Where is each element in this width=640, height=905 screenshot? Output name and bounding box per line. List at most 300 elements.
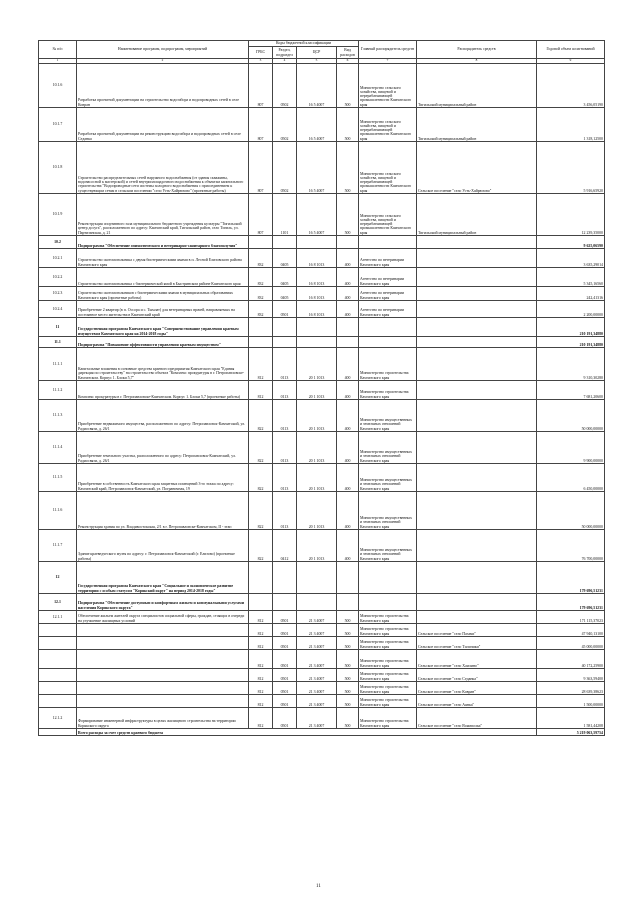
row-expense-type: 400 — [337, 432, 359, 464]
table-row — [39, 432, 605, 464]
column-index: 1 — [39, 59, 77, 64]
row-amount: 12 239,35000 — [537, 194, 605, 236]
row-name — [77, 669, 249, 682]
row-number — [39, 637, 77, 650]
row-recipient — [417, 318, 537, 337]
column-index: 3 — [249, 59, 273, 64]
table-row — [39, 400, 605, 432]
row-chief-manager — [359, 318, 417, 337]
row-csr: 20 1 1013 — [297, 492, 337, 530]
row-grbs: 812 — [249, 348, 273, 381]
row-name: Комплекс прокуратуры в г. Петропавловске-Камчатском. Корпус 1. Блоки 5,7 (проектные работы) — [77, 381, 249, 400]
row-expense-type: 500 — [337, 637, 359, 650]
row-recipient — [417, 492, 537, 530]
row-chief-manager: Министерство строительства Камчатского края — [359, 650, 417, 669]
row-grbs: 812 — [249, 637, 273, 650]
row-csr: 20 1 1013 — [297, 464, 337, 492]
row-number: 12.1.2 — [39, 708, 77, 729]
table-row — [39, 650, 605, 669]
row-amount: 5 916,65920 — [537, 142, 605, 194]
table-row — [39, 682, 605, 695]
row-recipient: Сельское поселение "село Седанка" — [417, 669, 537, 682]
row-expense-type — [337, 236, 359, 249]
row-expense-type: 500 — [337, 611, 359, 624]
row-grbs: 822 — [249, 530, 273, 562]
row-expense-type: 400 — [337, 530, 359, 562]
row-number: 11.1.7 — [39, 530, 77, 562]
row-amount: 28 639,38623 — [537, 682, 605, 695]
table-row — [39, 108, 605, 142]
row-recipient — [417, 562, 537, 594]
row-amount: 7 681,20600 — [537, 381, 605, 400]
row-chief-manager: Министерство сельского хозяйства, пищевой и перерабатывающей промышленности Камчатского края — [359, 64, 417, 108]
row-csr: 21 3 4007 — [297, 682, 337, 695]
row-number: 10.2.2 — [39, 268, 77, 287]
row-recipient — [417, 249, 537, 268]
row-expense-type: 400 — [337, 348, 359, 381]
row-grbs: 812 — [249, 708, 273, 729]
row-recipient — [417, 348, 537, 381]
row-recipient: Сельское поселение "село Воямполка" — [417, 708, 537, 729]
row-expense-type: 500 — [337, 64, 359, 108]
row-amount: 6 450,00000 — [537, 464, 605, 492]
row-section: 0501 — [273, 650, 297, 669]
row-expense-type: 400 — [337, 249, 359, 268]
row-number — [39, 624, 77, 637]
row-chief-manager: Агентство по ветеринарии Камчатского края — [359, 249, 417, 268]
budget-codes-header: Коды бюджетной классификации — [249, 41, 359, 47]
row-grbs: 822 — [249, 400, 273, 432]
row-chief-manager: Министерство сельского хозяйства, пищевой и перерабатывающей промышленности Камчатского края — [359, 194, 417, 236]
row-number: 10.2.3 — [39, 287, 77, 301]
row-section: 0405 — [273, 287, 297, 301]
row-amount: 1 318,12500 — [537, 108, 605, 142]
row-recipient — [417, 464, 537, 492]
table-row — [39, 492, 605, 530]
row-chief-manager: Министерство строительства Камчатского края — [359, 669, 417, 682]
row-csr — [297, 236, 337, 249]
row-section — [273, 236, 297, 249]
row-section: 0502 — [273, 142, 297, 194]
row-amount: 76 700,00000 — [537, 530, 605, 562]
row-expense-type: 400 — [337, 464, 359, 492]
column-index: 6 — [337, 59, 359, 64]
row-recipient — [417, 530, 537, 562]
row-name: Здание краеведческого музея по адресу: г. Петропавловск-Камчатский (г. Елизово) (проектные работы) — [77, 530, 249, 562]
row-amount: 9 310,30280 — [537, 348, 605, 381]
row-expense-type — [337, 594, 359, 611]
total-row — [39, 729, 605, 736]
row-recipient — [417, 400, 537, 432]
col-grbs-header: ГРБС — [249, 47, 273, 59]
row-name: Подпрограмма "Обеспечение доступным и комфортным жильем и коммунальными услугами населения Корякского округа" — [77, 594, 249, 611]
row-name: Капитальные вложения в основные средства краевого предприятия Камчатского края "Единая дирекция по строительству" на строительство объекта "Комплекс прокуратуры в г. Петропавловске-Камчатском. Корпус 1. Блоки 5,7" — [77, 348, 249, 381]
row-csr: 16 5 4007 — [297, 108, 337, 142]
table-row — [39, 695, 605, 708]
table-row — [39, 562, 605, 594]
row-expense-type: 500 — [337, 708, 359, 729]
row-amount: 9 363,59400 — [537, 669, 605, 682]
row-grbs: 822 — [249, 464, 273, 492]
row-section: 0501 — [273, 301, 297, 318]
row-expense-type: 400 — [337, 287, 359, 301]
row-chief-manager — [359, 562, 417, 594]
column-index: 9 — [537, 59, 605, 64]
row-csr: 20 1 1013 — [297, 348, 337, 381]
table-row — [39, 530, 605, 562]
row-number: 11.1.5 — [39, 464, 77, 492]
table-row — [39, 64, 605, 108]
row-amount: 1 500,00000 — [537, 695, 605, 708]
table-row — [39, 624, 605, 637]
row-number: 11.1 — [39, 337, 77, 348]
row-section — [273, 337, 297, 348]
row-name: Приобретение недвижимого имущества, расположенного по адресу: Петропавловск-Камчатский, ул. Радиосвязи, д. 26/1 — [77, 400, 249, 432]
table-row — [39, 669, 605, 682]
row-csr — [297, 594, 337, 611]
row-number: 11 — [39, 318, 77, 337]
row-section: 0501 — [273, 695, 297, 708]
row-name: Реконструкция здания по ул. Владивостокская, 2/1 в г. Петропавловске-Камчатском, II - этап — [77, 492, 249, 530]
row-expense-type: 400 — [337, 400, 359, 432]
row-name: Приобретение в собственность Камчатского края защитных помещений 3-го этажа по адресу: Камчатский край, Петропавловск-Камчатский, ул. Пограничная, 19 — [77, 464, 249, 492]
table-row — [39, 249, 605, 268]
table-row — [39, 464, 605, 492]
table-row — [39, 594, 605, 611]
row-grbs: 812 — [249, 611, 273, 624]
row-number: 11.1.4 — [39, 432, 77, 464]
row-expense-type — [337, 337, 359, 348]
row-chief-manager: Министерство строительства Камчатского края — [359, 348, 417, 381]
column-index: 4 — [273, 59, 297, 64]
row-grbs: 822 — [249, 432, 273, 464]
table-row — [39, 611, 605, 624]
row-grbs: 812 — [249, 381, 273, 400]
table-row — [39, 637, 605, 650]
row-csr: 21 3 4007 — [297, 695, 337, 708]
row-amount: 5 345,16560 — [537, 268, 605, 287]
row-chief-manager: Министерство строительства Камчатского края — [359, 624, 417, 637]
row-grbs: 832 — [249, 301, 273, 318]
row-recipient — [417, 611, 537, 624]
row-expense-type: 400 — [337, 268, 359, 287]
row-amount: 3 635,29014 — [537, 249, 605, 268]
row-number: 11.1.6 — [39, 492, 77, 530]
row-recipient: Тигильский муниципальный район — [417, 108, 537, 142]
row-section: 0405 — [273, 249, 297, 268]
row-section: 0412 — [273, 530, 297, 562]
row-recipient — [417, 381, 537, 400]
row-number: 11.1.2 — [39, 381, 77, 400]
row-csr: 20 1 1013 — [297, 432, 337, 464]
row-number: 12.1 — [39, 594, 77, 611]
row-expense-type: 400 — [337, 492, 359, 530]
row-section: 0501 — [273, 682, 297, 695]
row-chief-manager: Министерство имущественных и земельных отношений Камчатского края — [359, 530, 417, 562]
table-row — [39, 236, 605, 249]
row-expense-type: 400 — [337, 381, 359, 400]
row-number: 11.1.1 — [39, 348, 77, 381]
row-csr: 16 8 1013 — [297, 249, 337, 268]
row-csr: 20 1 1013 — [297, 400, 337, 432]
row-chief-manager — [359, 337, 417, 348]
row-grbs: 812 — [249, 650, 273, 669]
table-row — [39, 337, 605, 348]
row-name — [77, 637, 249, 650]
row-section: 0405 — [273, 268, 297, 287]
row-csr: 20 1 1013 — [297, 530, 337, 562]
row-chief-manager: Агентство по ветеринарии Камчатского края — [359, 301, 417, 318]
row-csr: 16 8 1013 — [297, 268, 337, 287]
row-grbs: 812 — [249, 695, 273, 708]
row-recipient: Сельское поселение "село Ковран" — [417, 682, 537, 695]
row-recipient: Сельское поселение "село Пахачи" — [417, 624, 537, 637]
row-number: 12.1.1 — [39, 611, 77, 624]
total-number-cell — [39, 729, 77, 736]
row-grbs: 812 — [249, 669, 273, 682]
row-section: 0501 — [273, 637, 297, 650]
row-recipient — [417, 236, 537, 249]
row-section: 0501 — [273, 708, 297, 729]
row-section: 0501 — [273, 611, 297, 624]
row-grbs: 832 — [249, 268, 273, 287]
row-chief-manager: Министерство строительства Камчатского края — [359, 695, 417, 708]
row-name: Разработка проектной документации на строительство водозабора и водопроводных сетей в селе Ковран — [77, 64, 249, 108]
row-name: Формирование инженерной инфраструктуры в целях жилищного строительства на территории Корякского округа — [77, 708, 249, 729]
row-section: 0113 — [273, 348, 297, 381]
row-section: 0113 — [273, 492, 297, 530]
row-number: 10.1.9 — [39, 194, 77, 236]
col-csr-header: ЦСР — [297, 47, 337, 59]
row-expense-type: 500 — [337, 142, 359, 194]
row-number — [39, 669, 77, 682]
row-name: Обеспечение жильем жителей округа специалистов социальной сферы, граждан, стоящих в очереди на улучшение жилищных условий — [77, 611, 249, 624]
row-section: 1101 — [273, 194, 297, 236]
row-recipient: Тигильский муниципальный район — [417, 64, 537, 108]
row-csr: 20 1 1013 — [297, 381, 337, 400]
row-name: Подпрограмма "Повышение эффективности управления краевым имуществом" — [77, 337, 249, 348]
row-grbs — [249, 337, 273, 348]
row-grbs: 807 — [249, 142, 273, 194]
col-chief-header: Главный распорядитель средств — [359, 41, 417, 59]
row-expense-type: 500 — [337, 108, 359, 142]
row-csr: 16 5 4007 — [297, 64, 337, 108]
table-row — [39, 348, 605, 381]
row-recipient: Сельское поселение "село Аянка" — [417, 695, 537, 708]
row-amount: 1 581,44208 — [537, 708, 605, 729]
table-row — [39, 268, 605, 287]
row-chief-manager: Министерство строительства Камчатского края — [359, 708, 417, 729]
row-amount: 50 000,00000 — [537, 400, 605, 432]
column-index: 5 — [297, 59, 337, 64]
table-row — [39, 318, 605, 337]
row-expense-type: 500 — [337, 624, 359, 637]
row-name — [77, 695, 249, 708]
row-grbs: 807 — [249, 108, 273, 142]
row-name: Строительство распределительных сетей наружного водоснабжения (от здания скважины, водонасосной к мастерской) и сетей внутриплощадочного водоснабжения к объектам капитального строительства "Водопроводные сети системы холодного водоснабжения с присоединением к существующим сетям в сельском поселении "село Усть-Хайрюзово" (проектные работы) — [77, 142, 249, 194]
row-chief-manager: Министерство строительства Камчатского края — [359, 682, 417, 695]
row-section — [273, 562, 297, 594]
budget-table — [38, 40, 605, 736]
row-section: 0502 — [273, 108, 297, 142]
table-row — [39, 708, 605, 729]
col-vr-header: Вид расходов — [337, 47, 359, 59]
row-name: Строительство скотомогильника с двумя биотермическими ямами в п. Лесной Елизовского района Камчатского края — [77, 249, 249, 268]
col-amount-header: Годовой объем ассигнований — [537, 41, 605, 59]
row-csr: 16 5 4007 — [297, 194, 337, 236]
row-chief-manager: Министерство строительства Камчатского края — [359, 381, 417, 400]
document-sheet — [38, 40, 604, 736]
row-name: Подпрограмма "Обеспечение эпизоотического и ветеринарно-санитарного благополучия" — [77, 236, 249, 249]
row-name: Государственная программа Камчатского края "Совершенствование управления краевым имуществом Камчатского края на 2014-2018 годы" — [77, 318, 249, 337]
row-grbs — [249, 594, 273, 611]
row-grbs: 812 — [249, 682, 273, 695]
row-number: 10.1.6 — [39, 64, 77, 108]
row-chief-manager: Агентство по ветеринарии Камчатского края — [359, 287, 417, 301]
row-number — [39, 650, 77, 669]
row-name: Приобретение 2 квартир (в п. Оссора и с. Тымлат) для ветеринарных врачей, направляемых на постоянное место жительства в Камчатский край — [77, 301, 249, 318]
row-csr: 21 3 4007 — [297, 611, 337, 624]
row-name — [77, 624, 249, 637]
row-grbs: 807 — [249, 64, 273, 108]
row-amount: 47 940,13100 — [537, 624, 605, 637]
row-csr — [297, 337, 337, 348]
col-recipient-header: Распорядитель средств — [417, 41, 537, 59]
row-number: 12 — [39, 562, 77, 594]
total-label: Всего расходы за счет средств краевого бюджета — [77, 729, 537, 736]
column-index: 7 — [359, 59, 417, 64]
row-number: 10.2 — [39, 236, 77, 249]
col-name-header: Наименование программ, подпрограмм, мероприятий — [77, 41, 249, 59]
row-expense-type: 400 — [337, 301, 359, 318]
row-csr: 21 3 4007 — [297, 669, 337, 682]
row-section: 0113 — [273, 464, 297, 492]
row-chief-manager: Министерство строительства Камчатского края — [359, 637, 417, 650]
row-amount: 50 000,00000 — [537, 492, 605, 530]
row-grbs: 807 — [249, 194, 273, 236]
row-section: 0113 — [273, 400, 297, 432]
row-amount: 9 625,06590 — [537, 236, 605, 249]
row-recipient — [417, 337, 537, 348]
row-amount: 210 191,34880 — [537, 318, 605, 337]
row-number: 10.1.8 — [39, 142, 77, 194]
row-amount: 2 200,00000 — [537, 301, 605, 318]
row-section: 0502 — [273, 64, 297, 108]
row-csr — [297, 318, 337, 337]
table-row — [39, 194, 605, 236]
row-amount: 9 900,00000 — [537, 432, 605, 464]
table-row — [39, 142, 605, 194]
row-grbs — [249, 562, 273, 594]
row-csr: 16 8 1013 — [297, 287, 337, 301]
row-amount: 210 191,34880 — [537, 337, 605, 348]
row-section — [273, 594, 297, 611]
row-csr: 21 3 4007 — [297, 650, 337, 669]
row-amount: 242,41316 — [537, 287, 605, 301]
row-number: 10.1.7 — [39, 108, 77, 142]
row-grbs: 812 — [249, 624, 273, 637]
row-chief-manager: Министерство сельского хозяйства, пищевой и перерабатывающей промышленности Камчатского края — [359, 142, 417, 194]
col-rzpr-header: Раздел, подраздел — [273, 47, 297, 59]
col-num-header: № п/п — [39, 41, 77, 59]
row-chief-manager: Министерство имущественных и земельных отношений Камчатского края — [359, 464, 417, 492]
table-row — [39, 381, 605, 400]
row-expense-type: 500 — [337, 194, 359, 236]
row-recipient — [417, 287, 537, 301]
table-row — [39, 287, 605, 301]
row-expense-type: 500 — [337, 695, 359, 708]
row-recipient: Сельское поселение "село Тиличики" — [417, 637, 537, 650]
row-amount: 40 172,25900 — [537, 650, 605, 669]
row-chief-manager — [359, 236, 417, 249]
row-amount: 3 456,05190 — [537, 64, 605, 108]
row-amount: 171 115,37023 — [537, 611, 605, 624]
row-expense-type: 500 — [337, 669, 359, 682]
row-grbs — [249, 318, 273, 337]
row-grbs — [249, 236, 273, 249]
row-name — [77, 682, 249, 695]
row-amount: 45 000,00000 — [537, 637, 605, 650]
table-row — [39, 301, 605, 318]
row-csr: 16 5 4007 — [297, 142, 337, 194]
row-number — [39, 682, 77, 695]
row-chief-manager: Министерство строительства Камчатского края — [359, 611, 417, 624]
row-number — [39, 695, 77, 708]
row-name — [77, 650, 249, 669]
row-section: 0501 — [273, 669, 297, 682]
column-index: 2 — [77, 59, 249, 64]
row-csr: 16 8 1013 — [297, 301, 337, 318]
row-section: 0501 — [273, 624, 297, 637]
row-amount: 179 696,51231 — [537, 562, 605, 594]
page-number: 11 — [316, 884, 321, 889]
row-name: Строительство скотомогильника с биотермической ямой в Быстринском районе Камчатского края — [77, 268, 249, 287]
row-csr: 21 3 4007 — [297, 624, 337, 637]
row-name: Разработка проектной документации на реконструкцию водозабора и водопроводных сетей в селе Седанка — [77, 108, 249, 142]
row-number: 10.2.1 — [39, 249, 77, 268]
total-amount: 5 219 063,59754 — [537, 729, 605, 736]
column-index: 8 — [417, 59, 537, 64]
row-recipient — [417, 301, 537, 318]
row-chief-manager: Министерство имущественных и земельных отношений Камчатского края — [359, 492, 417, 530]
row-section — [273, 318, 297, 337]
row-number: 10.2.4 — [39, 301, 77, 318]
row-expense-type — [337, 318, 359, 337]
row-expense-type: 500 — [337, 650, 359, 669]
row-grbs: 822 — [249, 492, 273, 530]
table-body — [39, 64, 605, 736]
row-recipient: Сельское поселение "село Хаилино" — [417, 650, 537, 669]
row-grbs: 832 — [249, 287, 273, 301]
row-chief-manager: Агентство по ветеринарии Камчатского края — [359, 268, 417, 287]
row-csr: 21 3 4007 — [297, 637, 337, 650]
row-recipient — [417, 432, 537, 464]
row-csr: 21 3 4007 — [297, 708, 337, 729]
row-recipient — [417, 268, 537, 287]
row-recipient — [417, 594, 537, 611]
row-chief-manager: Министерство имущественных и земельных отношений Камчатского края — [359, 432, 417, 464]
row-section: 0113 — [273, 432, 297, 464]
row-name: Государственная программа Камчатского края "Социальное и экономическое развитие территории с особым статусом "Корякский округ" на период 2014-2018 годы" — [77, 562, 249, 594]
row-chief-manager: Министерство сельского хозяйства, пищевой и перерабатывающей промышленности Камчатского края — [359, 108, 417, 142]
row-grbs: 832 — [249, 249, 273, 268]
row-recipient: Тигильский муниципальный район — [417, 194, 537, 236]
row-name: Реконструкция спортивного зала муниципального бюджетного учреждения культуры "Тигильский центр досуга", расположенного по адресу: Камчатский край, Тигильский район, село Тигиль, ул. Партизанская, д. 21 — [77, 194, 249, 236]
row-amount: 179 696,51231 — [537, 594, 605, 611]
row-csr — [297, 562, 337, 594]
row-chief-manager — [359, 594, 417, 611]
row-name: Приобретение земельного участка, расположенного по адресу: Петропавловск-Камчатский, ул. Радиосвязи, д. 26/1 — [77, 432, 249, 464]
